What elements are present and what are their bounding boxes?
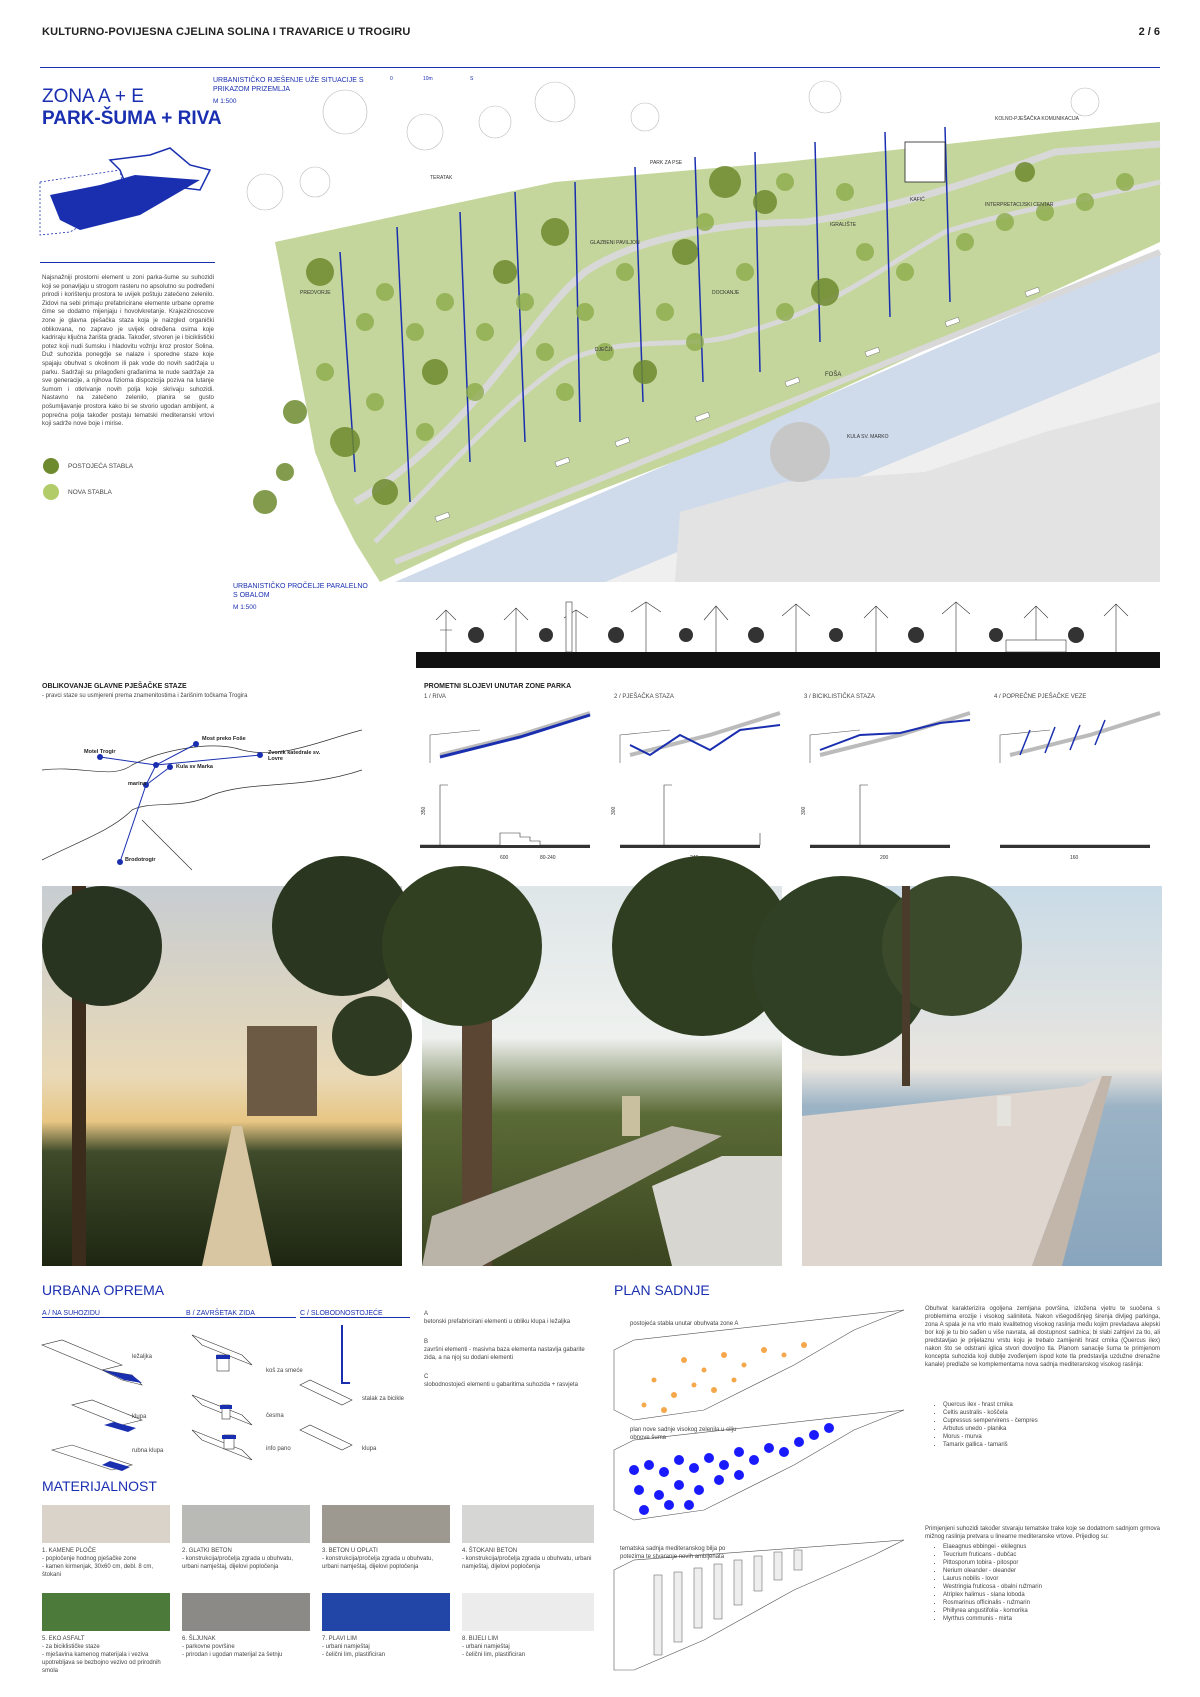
material-swatch <box>322 1593 450 1631</box>
node-zvonik: Zvonik katedrale sv. Lovre <box>268 750 321 762</box>
planting-desc-3: tematska sadnja mediteranskog bilja po potezima te stvaranje novih ambijenata <box>620 1546 726 1560</box>
plan-title: URBANISTIČKO RJEŠENJE UŽE SITUACIJE S PRIKAZOM PRIZEMLJA <box>213 77 364 93</box>
path-design-subtitle: - pravci staze su usmjereni prema znamenitostima i žarišnim točkama Trogira <box>42 693 248 699</box>
urban-note-c <box>424 1373 594 1389</box>
material-desc: - za biciklističke staze - mješavina kamenog materijala i veziva upotrebljava se bezbojno vezivo od prirodnih smola <box>42 1644 161 1674</box>
planting-desc-1: postojeća stabla unutar obuhvata zone A <box>630 1321 739 1327</box>
legend-existing-dot <box>43 458 59 474</box>
dim-160: 160 <box>1070 855 1079 861</box>
species-item: • Tamarix gallica - tamariš <box>943 1441 1155 1449</box>
material-name: 8. BIJELI LIM <box>462 1636 499 1642</box>
scale-bar-10: 10m <box>423 76 433 82</box>
plan-label: IGRALIŠTE <box>830 222 857 228</box>
material-swatch <box>462 1505 594 1543</box>
furniture-label: rubna klupa <box>132 1448 164 1454</box>
note-text: betonski prefabricirani elementi u obliku klupa i ležaljka <box>424 1319 571 1325</box>
species-item: • Morus - murva <box>943 1433 1155 1441</box>
material-desc: - konstrukcija/pročelja zgrada u obuhvatu, urbani namještaj, dijelovi popločenja <box>322 1556 434 1570</box>
material-desc: - parkovne površine - prirodan i ugodan materijal za šetnju <box>182 1644 283 1658</box>
material-desc: - konstrukcija/pročelja zgrada u obuhvatu, urbani namještaj, dijelovi popločenja <box>462 1556 592 1570</box>
material-name: 6. ŠLJUNAK <box>182 1636 216 1642</box>
species-item: • Teucrium fruticans - dubčac <box>943 1551 1155 1559</box>
header-divider <box>40 67 1160 68</box>
urban-note-a <box>424 1310 594 1326</box>
material-desc: - popločenje hodnog pješačke zone - kamen kirmenjak, 30x60 cm, debl. 8 cm, štokani <box>42 1556 154 1578</box>
urban-col-c: C / SLOBODNOSTOJEĆE <box>300 1310 410 1318</box>
path-design-title: OBLIKOVANJE GLAVNE PJEŠAČKE STAZE <box>42 683 187 690</box>
material-name: 2. GLATKI BETON <box>182 1548 232 1554</box>
species-item: • Pittosporum tobira - pitospor <box>943 1559 1155 1567</box>
species-item: • Nerium oleander - oleander <box>943 1567 1155 1575</box>
plan-label: INTERPRETACIJSKI CENTAR <box>985 202 1054 208</box>
furniture-label: stalak za bicikle <box>362 1396 405 1402</box>
dim-80-240: 80-240 <box>540 855 556 861</box>
plan-label: KAFIĆ <box>910 197 925 203</box>
node-kula: Kula sv Marka <box>176 764 213 770</box>
material-name: 4. ŠTOKANI BETON <box>462 1548 518 1554</box>
material-swatch <box>42 1505 170 1543</box>
species-item: • Laurus nobilis - lovor <box>943 1575 1155 1583</box>
north-arrow-icon: S <box>470 76 474 82</box>
species-item: • Arbutus unedo - planika <box>943 1425 1155 1433</box>
species-item: • Elaeagnus ebbingei - ekilegnus <box>943 1543 1155 1551</box>
note-text: završni elementi - masivna baza elementa nastavlja gabarite zida, a na njoj su dodani elementi <box>424 1347 585 1361</box>
node-marina: marina <box>128 781 147 787</box>
layer-1-label: 1 / RIVA <box>424 694 446 700</box>
material-desc: - urbani namještaj - čelični lim, plastificiran <box>462 1644 526 1658</box>
urban-note-b <box>424 1338 594 1362</box>
species-item: • Phillyrea angustifolia - komorika <box>943 1607 1155 1615</box>
plan-label: FOŠA <box>825 372 842 378</box>
planting-text-1: Obuhvat karakterizira ogoljena zemljana površina, izložena vjetru te suočena s problemima erozije i visokog saliniteta. Nakon višegodišnjeg širenja divljeg parkinga, zona A spala je na vrlo malo kvalitetnog visokog raslinja među kojim prevladava alepski bor koji je tu bio sađen u više navrata, ali dostupnost sadnica; bi slabi zahtjevi za tlo, ali predstavljao je prijelaznu vrstu koju je trebalo zamijeniti hrast crnika (Quercus ilex) nakon što se odstrani iglica stvori dovoljno tla. Planom sanacije šuma te primjenom koncepta suhozida koji dublje zvođenjem ispod kote tla predstavlja uzdužne drenažne kanale) predlaže se komplementarna nova sadnja mediteranskog visokog raslinja: <box>925 1306 1160 1368</box>
intro-text: Najsnažniji prostorni element u zoni parka-šume su suhozidi koji se ponavljaju u strogom rasteru no apsolutno su podređeni prirodi i korištenju prostora te uvijek poštuju zatečeno zelenilo. Zidovi na sebi primaju prefabricirane elemente urbane opreme čime se dodatno mijenjaju i hovolvkretanje. Krajezičnoscove zone je glavna pješačka staza koja je naizgled organički oblikovana, no zapravo je uvijek određena osima koje kadriraju ključna žarišta grada. Također, stvoren je i biciklistički potez koji nudi šumsku i hladovitu vožnju kroz prostor Solina. Duž suhozida ponegdje se nalaze i sporedne staze koje spajaju obuhvat s okolinom ili pak vode do novih sadržaja u parku. Sadržaji su prilagođeni građanima te nude sadržaje za sve generacije, a njihova fiziorna dispozicija poziva na lutanje šumom i otkrivanje novih polja koje skrivaju suhozidi. Nastavno na zatečeno zelenilo, planira se gusto pošumljavanje prostora kako bi se stvorio ugodan ambijent, a poprečna polja također postaju tematski mediteranski vrtovi koji sadrže nove boje i mirise. <box>42 274 214 428</box>
planting-diagrams <box>614 1300 914 1690</box>
species-item: • Quercus ilex - hrast crnika <box>943 1401 1155 1409</box>
render-canal <box>42 886 402 1266</box>
scale-bar-0: 0 <box>390 76 393 82</box>
intro-divider <box>40 262 215 263</box>
dim-300a: 300 <box>611 806 617 815</box>
plan-label: KULA SV. MARKO <box>847 434 889 440</box>
material-desc: - urbani namještaj - čelični lim, plastificiran <box>322 1644 386 1658</box>
material-swatch <box>462 1593 594 1631</box>
material-swatch <box>182 1593 310 1631</box>
furniture-label: klupa <box>132 1414 147 1420</box>
key-plan <box>40 140 220 240</box>
layer-3-label: 3 / BICIKLISTIČKA STAZA <box>804 694 875 700</box>
materials-title: MATERIJALNOST <box>42 1478 157 1494</box>
planting-text-2: Primjenjeni suhozidi također stvaraju tematske trake koje se dodatnom sadnjom grmova mižnog raslinja pretvara u linearne mediteranske vrtove. Prijedlog su: <box>925 1526 1160 1540</box>
plan-label: TERATAK <box>430 175 453 181</box>
furniture-label: info pano <box>266 1446 291 1452</box>
planting-list-2 <box>935 1543 1155 1623</box>
elevation-scale: M 1:500 <box>233 604 257 611</box>
species-item: • Rosmarinus officinalis - ružmarin <box>943 1599 1155 1607</box>
material-name: 5. EKO ASFALT <box>42 1636 85 1642</box>
note-key: B <box>424 1339 429 1345</box>
dim-350: 350 <box>421 806 427 815</box>
species-item: • Celtis australis - koščela <box>943 1409 1155 1417</box>
planting-title: PLAN SADNJE <box>614 1282 710 1298</box>
plan-label: PREDVORJE <box>300 290 331 296</box>
furniture-label: ležaljka <box>132 1354 153 1360</box>
furniture-label: klupa <box>362 1446 377 1452</box>
material-name: 1. KAMENE PLOČE <box>42 1548 97 1554</box>
document-title: KULTURNO-POVIJESNA CJELINA SOLINA I TRAVARICE U TROGIRU <box>42 26 411 38</box>
layer-4-label: 4 / POPREČNE PJEŠAČKE VEZE <box>994 694 1087 700</box>
node-motel: Motel Trogir <box>84 749 116 755</box>
urban-col-b: B / ZAVRŠETAK ZIDA <box>186 1310 296 1318</box>
dim-300b: 300 <box>801 806 807 815</box>
materials-grid <box>42 1505 594 1690</box>
render-park-bench <box>422 886 782 1266</box>
layer-2-label: 2 / PJEŠAČKA STAZA <box>614 694 674 700</box>
plan-label: GLAZBENI PAVILJON <box>590 240 640 246</box>
layers-diagrams <box>420 705 1160 765</box>
planting-desc-2: plan nove sadnje visokog zelenila u cilju obnove šuma <box>630 1427 737 1441</box>
species-item: • Westringia fruticosa - obalni ružmarin <box>943 1583 1155 1591</box>
note-key: A <box>424 1311 429 1317</box>
material-swatch <box>322 1505 450 1543</box>
legend-new-label: NOVA STABLA <box>68 489 112 496</box>
plan-label: KOLNO-PJEŠAČKA KOMUNIKACIJA <box>995 116 1079 122</box>
furniture-label: koš za smeće <box>266 1368 303 1374</box>
dim-200: 200 <box>880 855 889 861</box>
legend-new-dot <box>43 484 59 500</box>
material-name: 7. PLAVI LIM <box>322 1636 357 1642</box>
path-design-map <box>42 710 372 870</box>
species-item: • Cupressus sempervirens - čempres <box>943 1417 1155 1425</box>
layers-title: PROMETNI SLOJEVI UNUTAR ZONE PARKA <box>424 683 572 690</box>
plan-scale: M 1:500 <box>213 98 237 105</box>
note-text: slobodnostojeći elementi u gabaritima suhozida + rasvjeta <box>424 1382 578 1388</box>
plan-label: DJEČJI <box>595 347 612 353</box>
urban-title: URBANA OPREMA <box>42 1282 165 1298</box>
species-item: • Atriplex halimus - slana loboda <box>943 1591 1155 1599</box>
zone-title-line2: PARK-ŠUMA + RIVA <box>42 108 222 129</box>
material-swatch <box>182 1505 310 1543</box>
node-brodotrogir: Brodotrogir <box>125 857 156 863</box>
species-item: • Myrthus communis - mirta <box>943 1615 1155 1623</box>
material-name: 3. BETON U OPLATI <box>322 1548 378 1554</box>
zone-title-line1: ZONA A + E <box>42 86 144 107</box>
dim-600: 600 <box>500 855 509 861</box>
node-most: Most preko Foše <box>202 736 246 742</box>
elevation-drawing <box>416 580 1160 668</box>
elevation-title: URBANISTIČKO PROČELJE PARALELNO S OBALOM <box>233 583 368 599</box>
furniture-label: česma <box>266 1413 284 1419</box>
legend-existing-label: POSTOJEĆA STABLA <box>68 463 134 470</box>
material-desc: - konstrukcija/pročelja zgrada u obuhvatu, urbani namještaj, dijelovi popločenja <box>182 1556 294 1570</box>
render-riva <box>802 886 1162 1266</box>
material-swatch <box>42 1593 170 1631</box>
planting-list-1 <box>935 1401 1155 1449</box>
site-plan <box>213 72 1160 582</box>
plan-label: PARK ZA PSE <box>650 160 683 166</box>
urban-col-a: A / NA SUHOZIDU <box>42 1310 194 1318</box>
layers-sections <box>420 775 1160 865</box>
note-key: C <box>424 1374 429 1380</box>
plan-label: DOCKANJE <box>712 290 740 296</box>
page-number: 2 / 6 <box>1138 26 1160 38</box>
